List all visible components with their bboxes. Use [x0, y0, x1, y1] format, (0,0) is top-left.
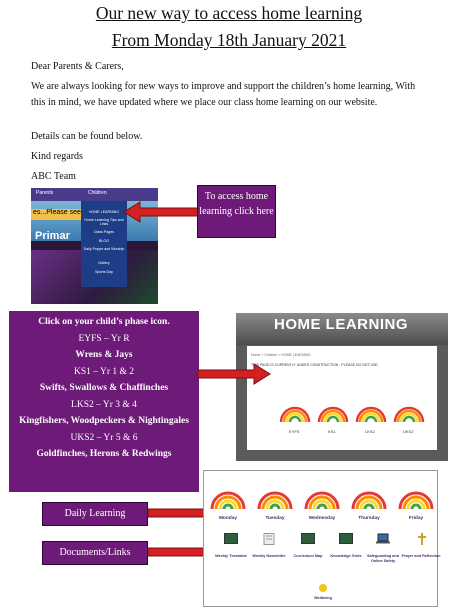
- doc-weekly-timetable: Weekly Timetable: [215, 554, 247, 558]
- callout-documents-links: Documents/Links: [42, 541, 148, 565]
- phase-label-eyfs: EYFS: [289, 429, 300, 434]
- wellbeing-sun-icon: [318, 583, 328, 593]
- cross-icon: [415, 533, 429, 545]
- day-wednesday: Wednesday: [308, 516, 336, 521]
- phase-ks1-range: KS1 – Yr 1 & 2: [73, 366, 135, 377]
- daily-learning-screenshot: [203, 470, 441, 607]
- nav-parents: Parents: [36, 190, 54, 196]
- phase-eyfs-classes: Wrens & Jays: [75, 350, 133, 360]
- rainbow-icon-friday: [400, 493, 432, 509]
- map-chalkboard-icon: [301, 533, 315, 545]
- doc-safeguarding: Safeguarding and Online Safety: [366, 554, 400, 563]
- phase-lks2-range: LKS2 – Yr 3 & 4: [71, 399, 137, 410]
- breadcrumb: Home > Children > HOME LEARNING: [251, 353, 311, 357]
- title-line-1: Our new way to access home learning: [95, 3, 363, 23]
- phase-heading: Click on your child’s phase icon.: [38, 317, 170, 327]
- phase-label-uks2: UKS2: [403, 429, 414, 434]
- letter-signature: ABC Team: [31, 171, 76, 182]
- menu-item-tips: Home Learning Tips and Links: [84, 218, 124, 226]
- rainbow-icon-monday: [212, 493, 244, 509]
- newsletter-icon: [262, 533, 276, 545]
- phase-eyfs-range: EYFS – Yr R: [78, 333, 130, 344]
- rainbow-icon-wednesday: [306, 493, 338, 509]
- grid-chalkboard-icon: [339, 533, 353, 545]
- menu-item-prayer: Daily Prayer and Worship: [83, 247, 125, 251]
- doc-knowledge-grids: Knowledge Grids: [330, 554, 362, 558]
- doc-curriculum-map: Curriculum Map: [293, 554, 323, 558]
- phase-uks2-classes: Goldfinches, Herons & Redwings: [36, 449, 172, 459]
- phase-label-lks2: LKS2: [365, 429, 375, 434]
- children-dropdown-menu: [81, 201, 127, 287]
- menu-item-home-learning: HOME LEARNING: [88, 210, 120, 214]
- phase-uks2-range: UKS2 – Yr 5 & 6: [70, 432, 138, 443]
- doc-weekly-newsletter: Weekly Newsletter: [252, 554, 286, 558]
- day-friday: Friday: [408, 516, 424, 521]
- construction-notice: THIS PAGE IS CURRENTLY UNDER CONSTRUCTION - PLEASE DO NOT USE.: [251, 363, 379, 367]
- school-name-fragment: Primar: [35, 230, 70, 242]
- day-monday: Monday: [218, 516, 238, 521]
- phase-label-ks1: KS1: [328, 429, 336, 434]
- rainbow-icon-tuesday: [259, 493, 291, 509]
- letter-signoff: Kind regards: [31, 151, 83, 162]
- phase-rainbow-icons: [277, 388, 427, 426]
- rainbow-icon-uks2: [395, 408, 423, 422]
- laptop-icon: [376, 533, 390, 545]
- phase-ks1-classes: Swifts, Swallows & Chaffinches: [39, 383, 169, 393]
- arrow-to-menu-icon: [122, 200, 200, 224]
- doc-prayer-reflection: Prayer and Reflection: [401, 554, 441, 558]
- home-learning-page-screenshot: [236, 313, 448, 461]
- home-learning-panel: [247, 346, 437, 450]
- callout-daily-learning: Daily Learning: [42, 502, 148, 526]
- letter-greeting: Dear Parents & Carers,: [31, 61, 124, 72]
- day-tuesday: Tuesday: [265, 516, 285, 521]
- title-line-2: From Monday 18th January 2021: [111, 30, 347, 50]
- chalkboard-icon: [224, 533, 238, 545]
- rainbow-icon-ks1: [319, 408, 347, 422]
- letter-body: We are always looking for new ways to improve and support the children’s home learning, With this in mind, we have updated where we place our class home learning on our website.: [31, 81, 416, 108]
- callout-access-home-learning: To access home learning click here: [197, 185, 276, 238]
- home-learning-header: HOME LEARNING: [274, 316, 408, 333]
- day-rainbow-icons: [208, 477, 436, 511]
- rainbow-icon-lks2: [357, 408, 385, 422]
- doc-wellbeing: Wellbeing: [314, 596, 332, 600]
- menu-item-class-pages: Class Pages: [93, 230, 115, 234]
- letter-details: Details can be found below.: [31, 131, 143, 142]
- phase-lks2-classes: Kingfishers, Woodpeckers & Nightingales: [19, 416, 189, 426]
- banner-tape-text: es...Please see: [31, 209, 95, 220]
- nav-children: Children: [88, 190, 107, 196]
- phase-info-box: [9, 311, 199, 492]
- day-thursday: Thursday: [358, 516, 380, 521]
- arrow-to-phase-icons-icon: [196, 362, 272, 386]
- menu-item-blog: BLOG: [99, 239, 109, 243]
- rainbow-icon-eyfs: [281, 408, 309, 422]
- menu-item-sports-day: Sports Day: [95, 270, 113, 274]
- menu-item-gallery: Gallery: [98, 261, 110, 265]
- rainbow-icon-thursday: [353, 493, 385, 509]
